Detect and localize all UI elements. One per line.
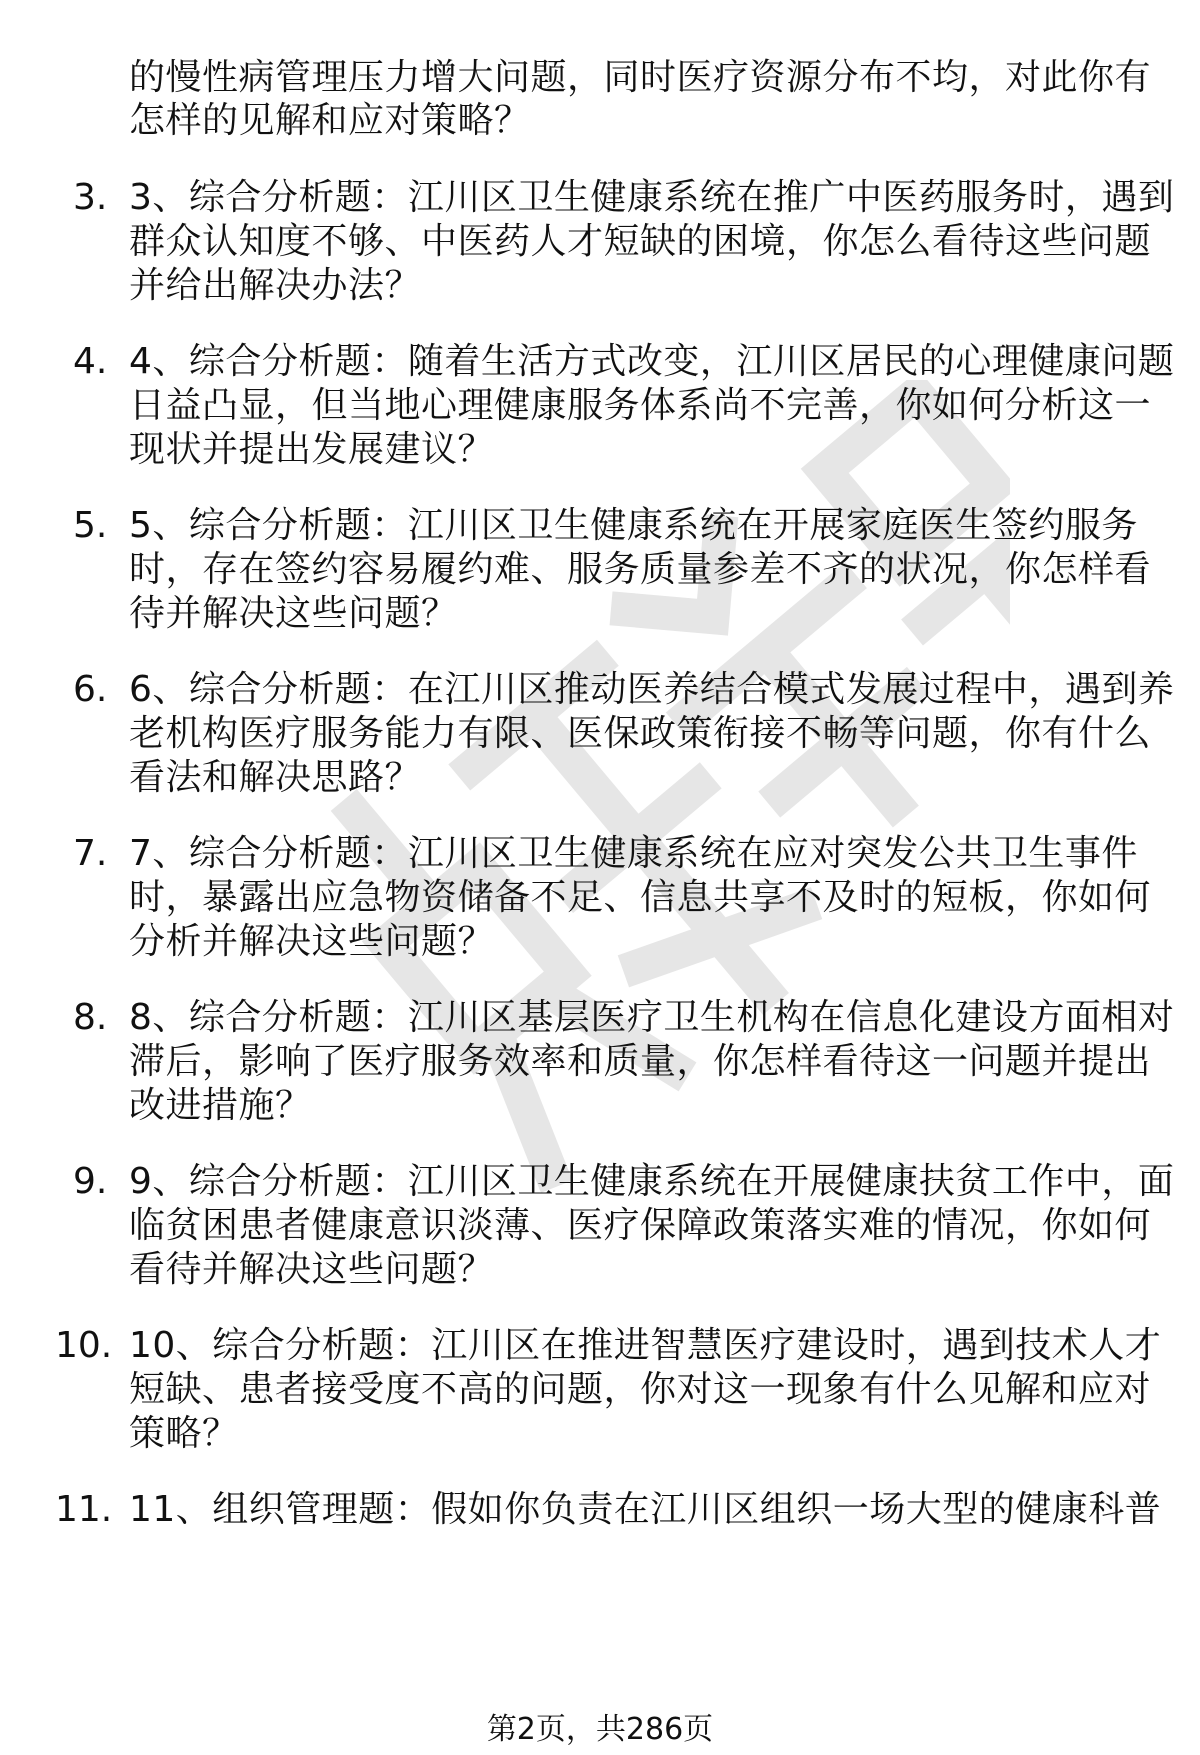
question-line: 7、综合分析题：江川区卫生健康系统在应对突发公共卫生事件 <box>129 833 1138 874</box>
question-line: 短缺、患者接受度不高的问题，你对这一现象有什么见解和应对 <box>129 1369 1152 1410</box>
question-line: 日益凸显，但当地心理健康服务体系尚不完善，你如何分析这一 <box>129 385 1152 426</box>
question-line: 策略？ <box>129 1413 239 1454</box>
question-line: 3、综合分析题：江川区卫生健康系统在推广中医药服务时，遇到 <box>129 177 1175 218</box>
question-line: 4、综合分析题：随着生活方式改变，江川区居民的心理健康问题 <box>129 341 1175 382</box>
question-number: 3. <box>73 177 108 218</box>
question-line: 11、组织管理题：假如你负责在江川区组织一场大型的健康科普 <box>129 1489 1162 1530</box>
page-footer: 第2页，共286页 <box>486 1712 714 1747</box>
question-line: 现状并提出发展建议？ <box>129 429 495 470</box>
question-line: 10、综合分析题：江川区在推进智慧医疗建设时，遇到技术人才 <box>129 1325 1162 1366</box>
question-line: 滞后，影响了医疗服务效率和质量，你怎样看待这一问题并提出 <box>129 1041 1152 1082</box>
question-line: 临贫困患者健康意识淡薄、医疗保障政策落实难的情况，你如何 <box>129 1205 1152 1246</box>
continuation-line: 怎样的见解和应对策略？ <box>129 100 531 141</box>
question-line: 8、综合分析题：江川区基层医疗卫生机构在信息化建设方面相对 <box>129 997 1175 1038</box>
question-number: 4. <box>73 341 108 382</box>
question-number: 7. <box>73 833 108 874</box>
question-number: 9. <box>73 1161 108 1202</box>
question-line: 时，暴露出应急物资储备不足、信息共享不及时的短板，你如何 <box>129 877 1152 918</box>
question-line: 9、综合分析题：江川区卫生健康系统在开展健康扶贫工作中，面 <box>129 1161 1175 1202</box>
question-number: 10. <box>55 1325 113 1366</box>
question-number: 5. <box>73 505 108 546</box>
question-number: 6. <box>73 669 108 710</box>
question-line: 分析并解决这些问题？ <box>129 921 495 962</box>
question-line: 改进措施？ <box>129 1085 312 1126</box>
question-line: 看待并解决这些问题？ <box>129 1249 495 1290</box>
question-line: 5、综合分析题：江川区卫生健康系统在开展家庭医生签约服务 <box>129 505 1138 546</box>
question-line: 时，存在签约容易履约难、服务质量参差不齐的状况，你怎样看 <box>129 549 1152 590</box>
question-number: 8. <box>73 997 108 1038</box>
question-line: 待并解决这些问题？ <box>129 593 458 634</box>
question-line: 看法和解决思路？ <box>129 757 422 798</box>
question-line: 6、综合分析题：在江川区推动医养结合模式发展过程中，遇到养 <box>129 669 1175 710</box>
question-line: 老机构医疗服务能力有限、医保政策衔接不畅等问题，你有什么 <box>129 713 1152 754</box>
question-line: 群众认知度不够、中医药人才短缺的困境，你怎么看待这些问题 <box>129 221 1152 262</box>
question-line: 并给出解决办法？ <box>129 265 422 306</box>
continuation-line: 的慢性病管理压力增大问题，同时医疗资源分布不均，对此你有 <box>129 57 1152 98</box>
question-number: 11. <box>55 1489 113 1530</box>
